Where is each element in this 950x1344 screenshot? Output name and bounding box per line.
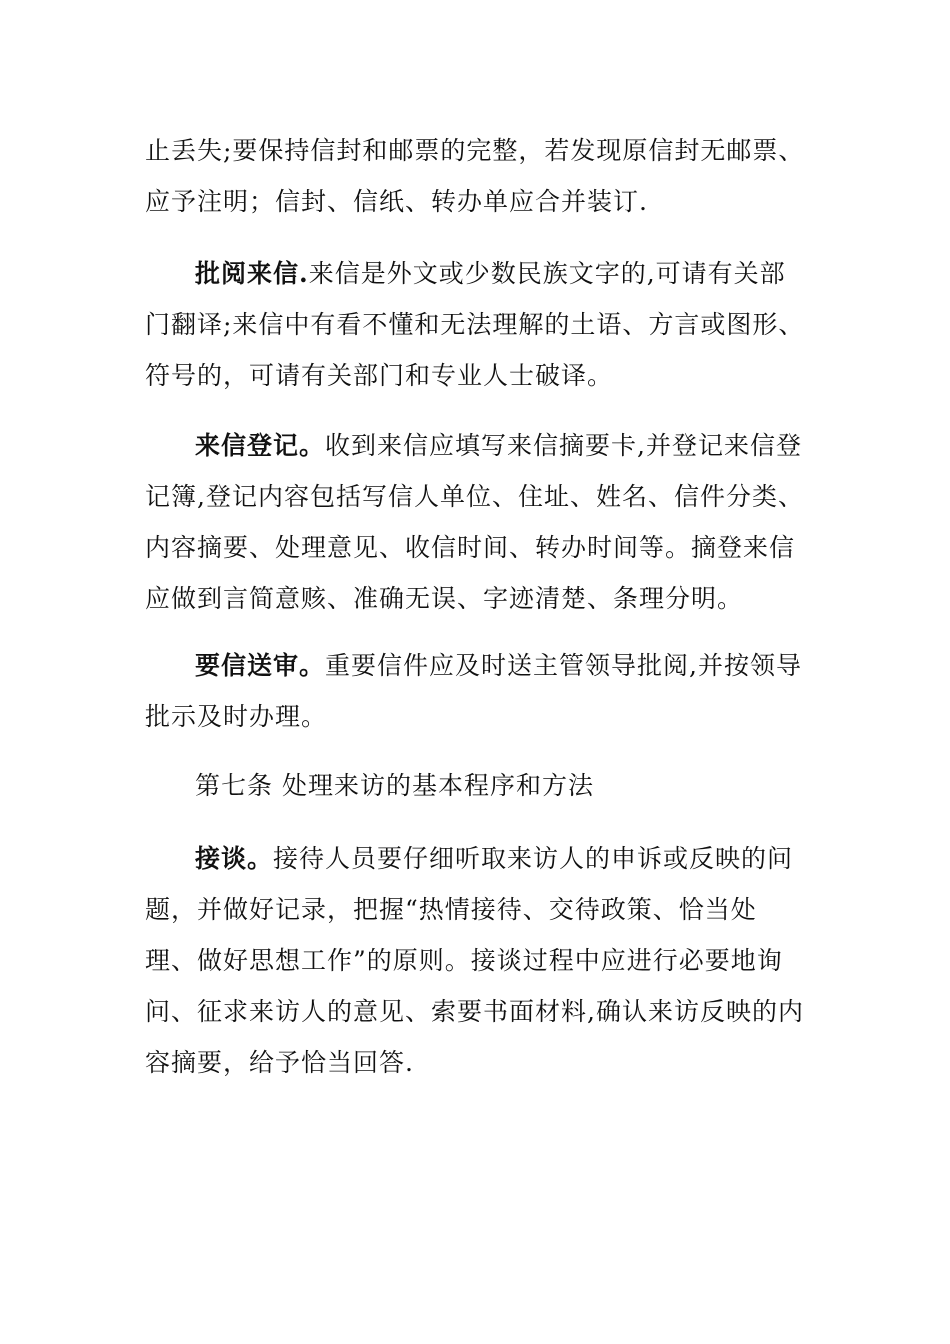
paragraph-continuation (145, 125, 805, 227)
paragraph-interview (145, 833, 805, 1088)
paragraph-text: 收到来信应填写来信摘要卡,并登记来信登记簿,登记内容包括写信人单位、住址、姓名、信件分类、内容摘要、处理意见、收信时间、转办时间等。摘登来信应做到言简意赅、准确无误、字迹清楚、条理分明。 (145, 431, 804, 613)
paragraph-heading: 来信登记。 (195, 431, 326, 460)
paragraph-heading: 接谈。 (195, 844, 274, 873)
article-heading (145, 760, 805, 811)
paragraph-heading: 批阅来信. (195, 259, 309, 288)
paragraph-important-letters (145, 640, 805, 742)
paragraph-text: 止丢失;要保持信封和邮票的完整，若发现原信封无邮票、应予注明；信封、信纸、转办单应合并装订. (145, 136, 805, 216)
paragraph-text: 重要信件应及时送主管领导批阅,并按领导批示及时办理。 (145, 651, 802, 731)
paragraph-letter-registration (145, 420, 805, 624)
paragraph-text: 来信是外文或少数民族文字的,可请有关部门翻译;来信中有看不懂和无法理解的土语、方言或图形、符号的，可请有关部门和专业人士破译。 (145, 259, 805, 390)
paragraph-text: 接待人员要仔细听取来访人的申诉或反映的问题，并做好记录，把握“热情接待、交待政策、恰当处理、做好思想工作”的原则。接谈过程中应进行必要地询问、征求来访人的意见、索要书面材料,确认来访反映的内容摘要，给予恰当回答. (145, 844, 804, 1077)
article-title: 第七条 处理来访的基本程序和方法 (195, 771, 594, 800)
paragraph-read-letters (145, 248, 805, 401)
paragraph-heading: 要信送审。 (195, 651, 326, 680)
